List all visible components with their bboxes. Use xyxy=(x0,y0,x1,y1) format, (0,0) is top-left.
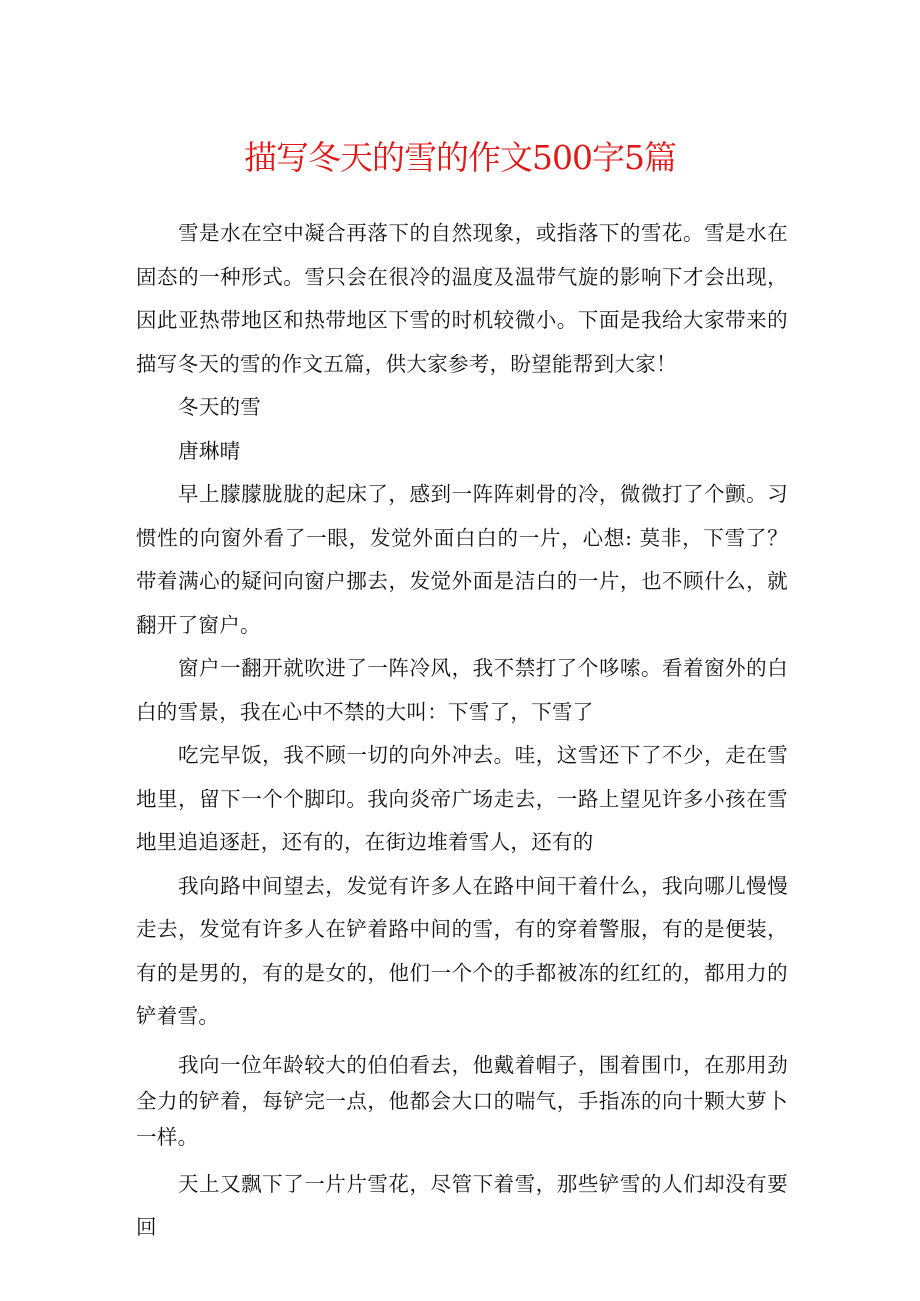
paragraph: 我向路中间望去，发觉有许多人在路中间干着什么，我向哪儿慢慢走去，发觉有许多人在铲着路中间的雪，有的穿着警服，有的是便装，有的是男的，有的是女的，他们一个个的手都被冻的红红的，都用力的铲着雪。 xyxy=(136,873,788,1028)
paragraph: 早上朦朦胧胧的起床了，感到一阵阵刺骨的冷，微微打了个颤。习惯性的向窗外看了一眼，发觉外面白白的一片，心想: 莫非，下雪了？带着满心的疑问向窗户挪去，发觉外面是洁白的一片，也不顾什么，就翻开了窗户。 xyxy=(136,482,788,637)
essay-author: 唐琳晴 xyxy=(178,438,241,463)
paragraph-intro: 雪是水在空中凝合再落下的自然现象，或指落下的雪花。雪是水在固态的一种形式。雪只会在很冷的温度及温带气旋的影响下才会出现，因此亚热带地区和热带地区下雪的时机较微小。下面是我给大家带来的描写冬天的雪的作文五篇，供大家参考，盼望能帮到大家！ xyxy=(136,221,788,376)
document-body xyxy=(136,212,788,1250)
document-title: 描写冬天的雪的作文500字5篇 xyxy=(244,138,676,177)
paragraph: 窗户一翻开就吹进了一阵冷风，我不禁打了个哆嗦。看着窗外的白白的雪景，我在心中不禁的大叫：下雪了，下雪了 xyxy=(136,656,788,724)
paragraph: 我向一位年龄较大的伯伯看去，他戴着帽子，围着围巾，在那用劲全力的铲着，每铲完一点，他都会大口的喘气，手指冻的向十颗大萝卜一样。 xyxy=(136,1052,788,1149)
paragraph: 吃完早饭，我不顾一切的向外冲去。哇，这雪还下了不少，走在雪地里，留下一个个脚印。我向炎帝广场走去，一路上望见许多小孩在雪地里追追逐赶，还有的，在街边堆着雪人，还有的 xyxy=(136,743,788,854)
essay-title: 冬天的雪 xyxy=(178,395,262,419)
paragraph: 天上又飘下了一片片雪花，尽管下着雪，那些铲雪的人们却没有要回 xyxy=(136,1171,788,1239)
